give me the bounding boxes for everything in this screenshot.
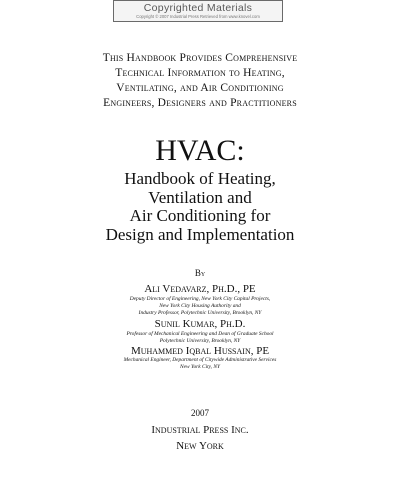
publisher-name: Industrial Press Inc. — [151, 424, 249, 436]
affiliation-line: Deputy Director of Engineering, New York City Capital Projects, — [129, 296, 271, 302]
book-subtitle — [0, 170, 400, 244]
affiliation-line: New York City, NY — [180, 364, 220, 370]
by-label: By — [194, 268, 206, 278]
copyright-stamp — [113, 0, 283, 22]
affiliation-line: New York City Housing Authority and — [159, 303, 241, 309]
intro-statement — [0, 51, 400, 111]
affiliation-line: Mechanical Engineer, Department of Citywide Administrative Services — [123, 357, 277, 363]
book-title: HVAC: — [155, 134, 245, 167]
intro-line: This Handbook Provides Comprehensive — [102, 52, 298, 64]
affiliation-line: Polytechnic University, Brooklyn, NY — [159, 338, 241, 344]
intro-line: Engineers, Designers and Practitioners — [103, 97, 297, 109]
publisher-city: New York — [176, 440, 224, 452]
author-affiliation — [0, 296, 400, 317]
affiliation-line: Industry Professor, Polytechnic University, Brooklyn, NY — [138, 310, 262, 316]
author-affiliation — [0, 357, 400, 371]
intro-line: Ventilating, and Air Conditioning — [116, 82, 284, 94]
author-name: Muhammed Iqbal Hussain, PE — [130, 345, 270, 357]
author-name: Sunil Kumar, Ph.D. — [154, 318, 246, 330]
stamp-title: Copyrighted Materials — [143, 2, 253, 14]
publication-year: 2007 — [191, 408, 209, 418]
author-name: Ali Vedavarz, Ph.D., PE — [144, 283, 256, 295]
subtitle-line: Ventilation and — [148, 187, 252, 207]
intro-line: Technical Information to Heating, — [115, 67, 285, 79]
affiliation-line: Professor of Mechanical Engineering and Dean of Graduate School — [126, 331, 274, 337]
stamp-subtitle: Copyright © 2007 Industrial Press Retrieved from www.knovel.com — [136, 14, 260, 19]
subtitle-line: Handbook of Heating, — [124, 169, 276, 188]
subtitle-line: Air Conditioning for — [129, 206, 271, 225]
author-affiliation — [0, 331, 400, 345]
subtitle-line: Design and Implementation — [105, 224, 295, 244]
